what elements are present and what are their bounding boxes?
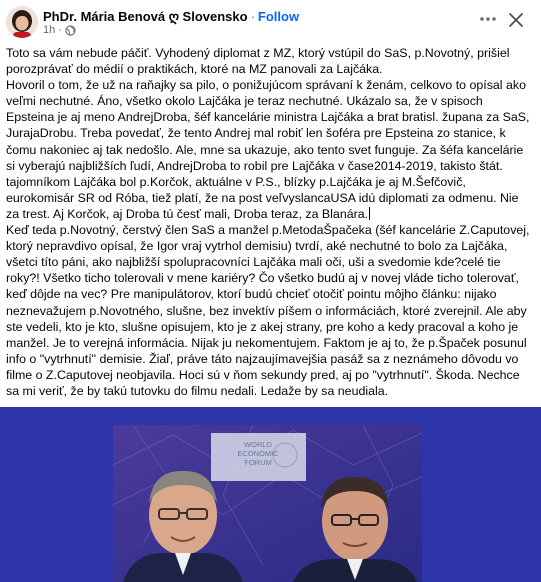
post-paragraph-2 [6,77,532,222]
post-paragraph-3: Keď teda p.Novotný, čerstvý člen SaS a manžel p.MetodaŠpačeka (šéf kancelárie Z.Caputovej, ktorý nepravdivo opísal, že Igor vraj vytrhol demisiu) tvrdí, aké nechutné to bolo za Lajčáka, všetci títo páni, ako najbližší spolupracovníci Lajčáka mali oči, uši a svedomie kde?celé tie roky?! Všetko ticho tolerovali v mene kariéry? Čo všetko budú aj v novej vláde ticho tolerovať, keď dôjde na vec? Pre manipulátorov, ktorí budú chcieť otočiť pointu môjho článku: nijako neznevažujem p.Novotného, slušne, bez invektív píšem o informáciách, ktoré zverejnil. Ale aby ste vedeli, kto je kto, slušne opisujem, kto je z akej strany, pre koho a kedy pracoval a koho je manžel. Je to verejná informácia. Nijak ju nekomentujem. Faktom je aj to, že p.Špaček posunul info o "vytrhnutí" demisie. Žiaľ, práve táto najzaujímavejšia pasáž sa z neznámeho dôvodu vo filme o Z.Caputovej neobjavila. Hoci sú v ňom sekundy pred, aj po "vytrhnutí". Škoda. Nechce sa mi veriť, že by takú tutovku do filmu nedali. Ledaže by sa neudiala. [6,223,530,398]
follow-button[interactable]: Follow [257,9,300,24]
close-button[interactable] [504,8,528,32]
avatar-image [6,6,38,38]
post-paragraph-1: Toto sa vám nebude páčiť. Vyhodený diplomat z MZ, ktorý vstúpil do SaS, p.Novotný, prišiel porozprávať do médií o praktikách, ktoré na MZ panovali za Lajčáka. [6,46,510,77]
close-icon [508,12,524,28]
author-separator: · [250,9,255,24]
author-avatar[interactable] [6,6,38,38]
photo-illustration [113,425,422,582]
author-name[interactable]: PhDr. Mária Benová ღ Slovensko [43,9,248,24]
more-options-button[interactable] [477,8,499,30]
author-line [43,9,299,25]
post-paragraph-2-text: Hovoril o tom, že už na raňajky sa pilo, o ponižujúcom správaní k ženám, celkovo to opísal ako veľmi nechutné. Áno, všetko okolo Lajčáka je teraz nechutné. Ukázalo sa, že v spisoch Epsteina je aj meno AndrejDroba, šéf kancelárie ministra Lajčáka a brat bratisl. župana za SaS, JurajaDrobu. Treba povedať, že tento Andrej mal robiť len šoféra pre Epsteina zo stanice, k čomu nakoniec aj tak nedošlo. Ale, mne sa ukazuje, ako tento svet funguje. Za šéfa kancelárie si vyberajú najbližších ľudí, AndrejDroba to robil pre Lajčáka v čase2014-2019, takisto štát. tajomníkom Lajčáka bol p.Korčok, aktuálne v P.S., blízky p.Lajčáka je aj M.Šefčovič, eurokomisár SR od Róba, tiež platí, že na post veľvyslancaUSA idú diplomati za odmenu. Nie za trest. Aj Korčok, aj Droba tú česť mali, Droba teraz, za Blanára. [6,78,530,221]
banner-line-2: ECONOMIC [237,449,279,458]
more-horizontal-icon [480,17,496,21]
globe-icon[interactable] [65,25,76,36]
banner-line-1: WORLD [244,440,272,449]
text-cursor [369,207,370,220]
banner-line-3: FORUM [244,458,272,467]
time-separator: · [58,24,62,36]
post-body [6,45,532,399]
post-time[interactable]: 1h [43,24,56,36]
post-photo[interactable] [113,425,422,582]
post-header [0,0,541,44]
post-meta [43,24,76,36]
